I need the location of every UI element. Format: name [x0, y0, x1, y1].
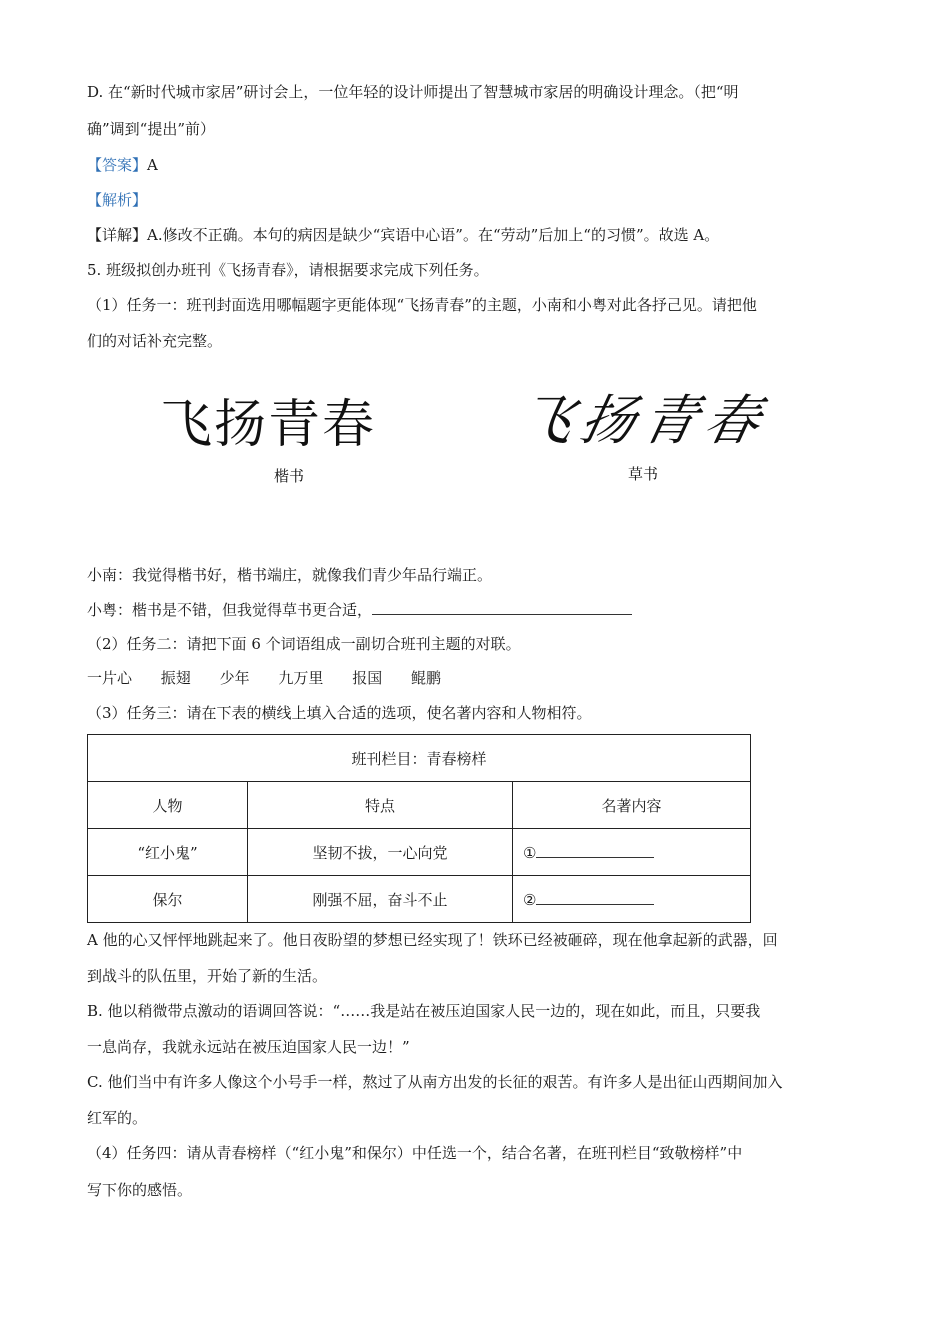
table-title: 班刊栏目：青春榜样	[88, 735, 751, 782]
xiaoyue-text: 小粤：楷书是不错，但我觉得草书更合适，	[87, 601, 373, 619]
detail-label: 【详解】	[87, 226, 148, 244]
word-item: 少年	[219, 669, 250, 687]
task-1-line-1: （1）任务一：班刊封面选用哪幅题字更能体现“飞扬青春”的主题，小南和小粤对此各抒己见。请把他	[87, 296, 757, 314]
word-item: 报国	[352, 669, 383, 687]
cell-person: 保尔	[88, 876, 248, 923]
cell-content	[513, 829, 751, 876]
task-4-line-2: 写下你的感悟。	[87, 1181, 193, 1199]
word-list	[87, 668, 465, 688]
header-person: 人物	[88, 782, 248, 829]
header-content: 名著内容	[513, 782, 751, 829]
caoshu-calligraphy: 飞扬青春	[512, 389, 774, 452]
role-model-table	[87, 734, 751, 923]
header-trait: 特点	[248, 782, 513, 829]
word-item: 九万里	[278, 669, 324, 687]
table-row	[88, 829, 751, 876]
kaishu-calligraphy: 飞扬青春	[160, 395, 377, 455]
question-5: 5. 班级拟创办班刊《飞扬青春》，请根据要求完成下列任务。	[87, 261, 489, 279]
option-d-line-2: 确”调到“提出”前）	[87, 120, 216, 138]
option-b-line-1: B. 他以稍微带点激动的语调回答说：“……我是站在被压迫国家人民一边的，现在如此，而且，只要我	[87, 1002, 761, 1020]
task-2-line: （2）任务二：请把下面 6 个词语组成一副切合班刊主题的对联。	[87, 635, 521, 653]
word-item: 振翅	[160, 669, 191, 687]
option-d-line-1: D. 在“新时代城市家居”研讨会上，一位年轻的设计师提出了智慧城市家居的明确设计理念。（把“明	[87, 83, 739, 101]
xiaoyue-answer-blank[interactable]	[372, 600, 632, 615]
word-item: 鲲鹏	[410, 669, 441, 687]
word-item: 一片心	[87, 669, 133, 687]
content-answer-blank[interactable]	[536, 890, 654, 905]
option-b-line-2: 一息尚存，我就永远站在被压迫国家人民一边！”	[87, 1038, 410, 1056]
answer-line	[87, 155, 158, 175]
cell-trait: 坚韧不拔，一心向党	[248, 829, 513, 876]
answer-label: 【答案】	[87, 156, 148, 174]
option-c-line-2: 红军的。	[87, 1109, 148, 1127]
xiaonan-line: 小南：我觉得楷书好，楷书端庄，就像我们青少年品行端正。	[87, 566, 493, 584]
answer-value: A	[147, 156, 158, 174]
option-c-line-1: C. 他们当中有许多人像这个小号手一样，熬过了从南方出发的长征的艰苦。有许多人是出征山西期间加入	[87, 1073, 783, 1091]
table-row	[88, 876, 751, 923]
cell-person: “红小鬼”	[88, 829, 248, 876]
option-a-line-2: 到战斗的队伍里，开始了新的生活。	[87, 967, 328, 985]
detail-line	[87, 225, 719, 245]
content-answer-blank[interactable]	[536, 843, 654, 858]
caoshu-caption: 草书	[628, 465, 659, 483]
task-1-line-2: 们的对话补充完整。	[87, 332, 223, 350]
task-3-line: （3）任务三：请在下表的横线上填入合适的选项，使名著内容和人物相符。	[87, 704, 592, 722]
content-marker: ②	[523, 890, 537, 909]
table-title-row	[88, 735, 751, 782]
cell-trait: 刚强不屈，奋斗不止	[248, 876, 513, 923]
analysis-label: 【解析】	[87, 191, 148, 209]
content-marker: ①	[523, 843, 537, 862]
task-4-line-1: （4）任务四：请从青春榜样（“红小鬼”和保尔）中任选一个，结合名著，在班刊栏目“致敬榜样”中	[87, 1144, 743, 1162]
cell-content	[513, 876, 751, 923]
detail-text: A.修改不正确。本句的病因是缺少“宾语中心语”。在“劳动”后加上“的习惯”。故选 A。	[147, 226, 720, 244]
kaishu-caption: 楷书	[274, 467, 305, 485]
option-a-line-1: A 他的心又怦怦地跳起来了。他日夜盼望的梦想已经实现了！铁环已经被砸碎，现在他拿起新的武器，回	[87, 931, 778, 949]
table-header-row	[88, 782, 751, 829]
xiaoyue-line	[87, 600, 632, 620]
